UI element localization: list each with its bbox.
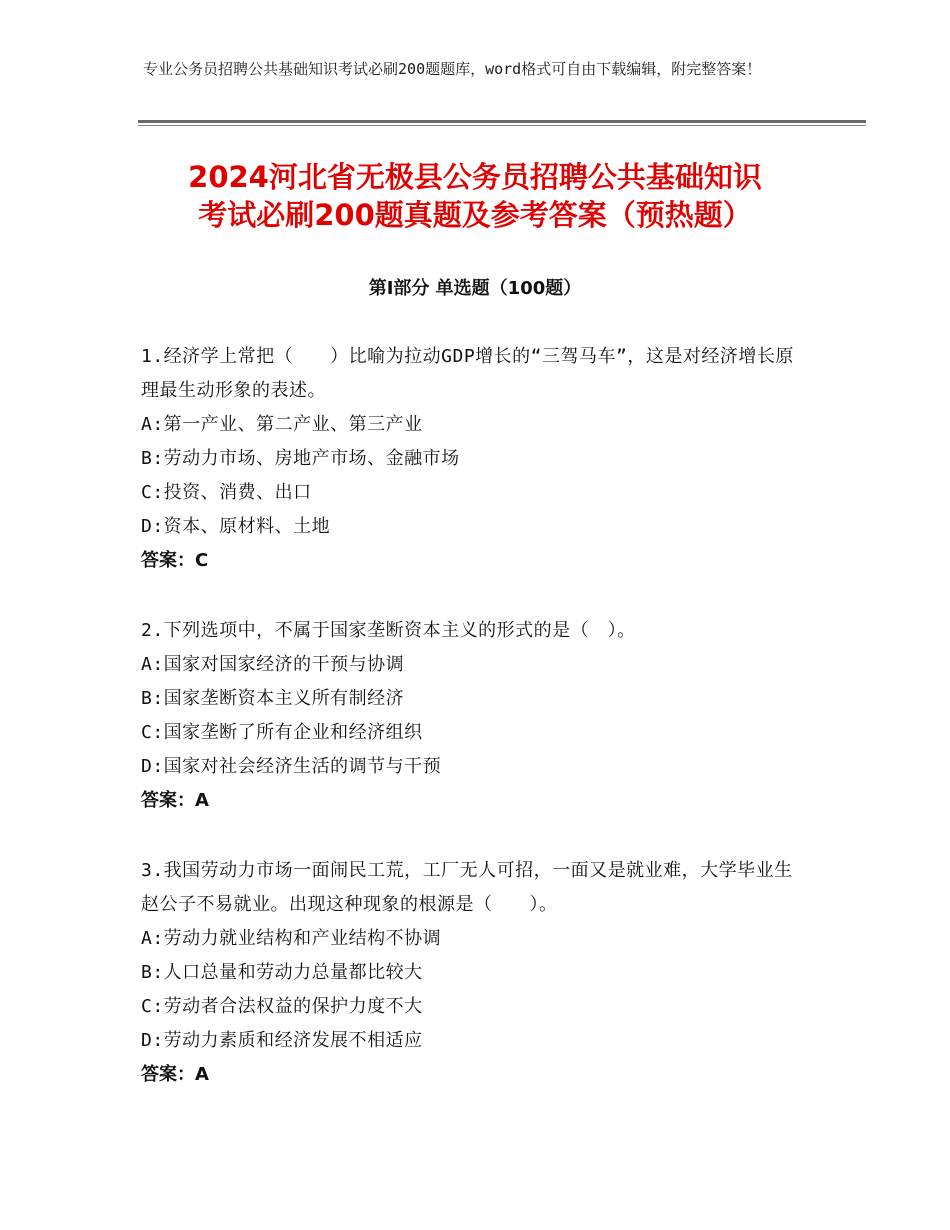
option-c: C:劳动者合法权益的保护力度不大 <box>141 996 423 1017</box>
answer: 答案：A <box>141 1064 209 1085</box>
question-1 <box>141 340 811 578</box>
question-3 <box>141 854 811 1092</box>
answer: 答案：C <box>141 550 209 571</box>
option-d: D:劳动力素质和经济发展不相适应 <box>141 1030 423 1051</box>
option-b: B:劳动力市场、房地产市场、金融市场 <box>141 448 460 469</box>
question-2 <box>141 614 811 818</box>
page-header-note: 专业公务员招聘公共基础知识考试必刷200题题库，word格式可自由下载编辑，附完整答案！ <box>143 60 762 78</box>
option-c: C:国家垄断了所有企业和经济组织 <box>141 722 423 743</box>
section-title: 第Ⅰ部分 单选题（100题） <box>368 278 582 299</box>
option-a: A:第一产业、第二产业、第三产业 <box>141 414 423 435</box>
answer: 答案：A <box>141 790 209 811</box>
option-a: A:劳动力就业结构和产业结构不协调 <box>141 928 442 949</box>
document-title-line-2: 考试必刷200题真题及参考答案（预热题） <box>198 198 752 232</box>
question-stem: 3.我国劳动力市场一面闹民工荒，工厂无人可招，一面又是就业难，大学毕业生赵公子不易就业。出现这种现象的根源是（ ）。 <box>141 860 793 915</box>
document-title <box>120 158 830 234</box>
header-rule-thick <box>138 120 866 123</box>
option-d: D:资本、原材料、土地 <box>141 516 331 537</box>
option-b: B:人口总量和劳动力总量都比较大 <box>141 962 423 983</box>
document-title-line-1: 2024河北省无极县公务员招聘公共基础知识 <box>188 160 762 194</box>
option-b: B:国家垄断资本主义所有制经济 <box>141 688 405 709</box>
option-d: D:国家对社会经济生活的调节与干预 <box>141 756 442 777</box>
option-c: C:投资、消费、出口 <box>141 482 312 503</box>
option-a: A:国家对国家经济的干预与协调 <box>141 654 405 675</box>
question-stem: 2.下列选项中，不属于国家垄断资本主义的形式的是（ ）。 <box>141 620 636 641</box>
header-rule-thin <box>138 125 866 126</box>
question-stem: 1.经济学上常把（ ）比喻为拉动GDP增长的“三驾马车”，这是对经济增长原理最生动形象的表述。 <box>141 346 794 401</box>
